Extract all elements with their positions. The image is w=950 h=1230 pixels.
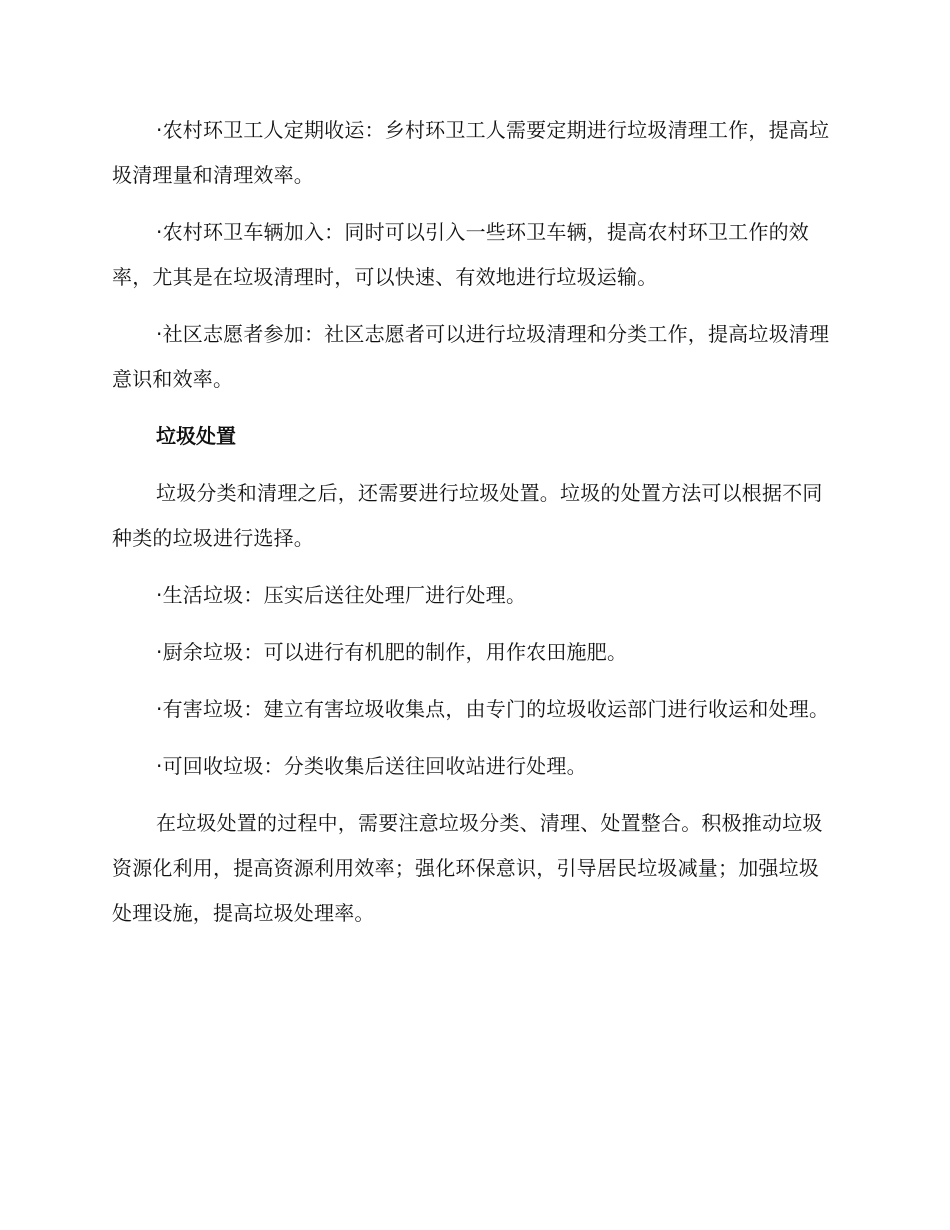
bullet-lead: 有害垃圾： — [162, 697, 264, 721]
bullet-text: 可以进行有机肥的制作，用作农田施肥。 — [263, 640, 628, 664]
bullet-lead: 可回收垃圾： — [162, 754, 284, 778]
bullet-icon: · — [156, 583, 163, 607]
bullet-item-hazardous-waste — [112, 687, 832, 732]
conclusion-paragraph: 在垃圾处置的过程中，需要注意垃圾分类、清理、处置整合。积极推动垃圾资源化利用，提高资源利用效率；强化环保意识，引导居民垃圾减量；加强垃圾处理设施，提高垃圾处理率。 — [112, 811, 823, 925]
bullet-item-household-waste — [112, 573, 832, 618]
bullet-icon: · — [156, 697, 163, 721]
section-heading: 垃圾处置 — [156, 424, 236, 448]
bullet-item-volunteers — [112, 312, 832, 402]
bullet-icon: · — [156, 640, 163, 664]
bullet-icon: · — [156, 322, 163, 346]
intro-paragraph: 垃圾分类和清理之后，还需要进行垃圾处置。垃圾的处置方法可以根据不同种类的垃圾进行选择。 — [112, 481, 823, 550]
bullet-lead: 农村环卫车辆加入： — [162, 220, 345, 244]
document-page — [112, 108, 832, 948]
bullet-icon: · — [156, 220, 163, 244]
bullet-lead: 生活垃圾： — [162, 583, 264, 607]
bullet-icon: · — [156, 754, 163, 778]
bullet-text: 分类收集后送往回收站进行处理。 — [283, 754, 587, 778]
bullet-item-kitchen-waste — [112, 630, 832, 675]
bullet-text: 乡村环卫工人需要定期进行垃圾清理工作，提高垃圾清理量和清理效率。 — [112, 118, 830, 187]
bullet-lead: 农村环卫工人定期收运： — [162, 118, 385, 142]
bullet-lead: 厨余垃圾： — [162, 640, 264, 664]
bullet-item-sanitation-vehicles — [112, 210, 832, 300]
bullet-item-recyclable-waste — [112, 744, 832, 789]
bullet-text: 社区志愿者可以进行垃圾清理和分类工作，提高垃圾清理意识和效率。 — [112, 322, 830, 391]
bullet-text: 同时可以引入一些环卫车辆，提高农村环卫工作的效率，尤其是在垃圾清理时，可以快速、有效地进行垃圾运输。 — [112, 220, 809, 289]
bullet-lead: 社区志愿者参加： — [162, 322, 325, 346]
bullet-icon: · — [156, 118, 163, 142]
bullet-item-sanitation-workers — [112, 108, 832, 198]
bullet-text: 压实后送往处理厂进行处理。 — [263, 583, 527, 607]
bullet-text: 建立有害垃圾收集点，由专门的垃圾收运部门进行收运和处理。 — [263, 697, 830, 721]
